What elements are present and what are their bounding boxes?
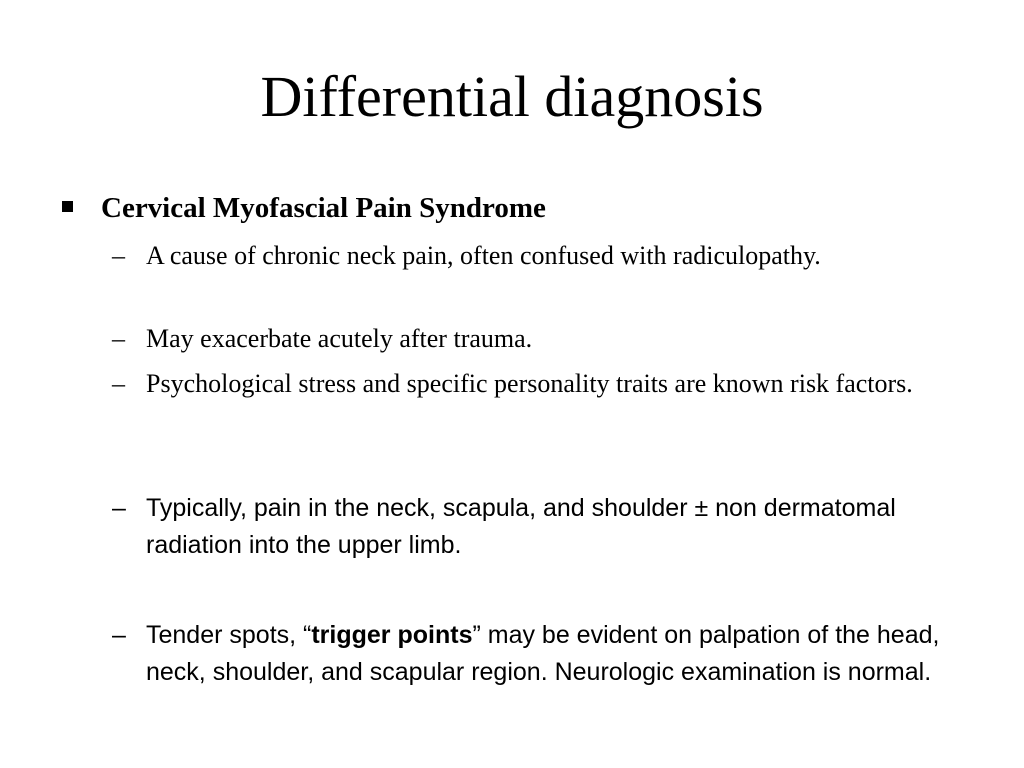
dash-bullet-icon: – bbox=[112, 621, 126, 649]
trigger-points-emphasis: trigger points bbox=[311, 621, 473, 649]
subpoint-text-after: ” may be evident on palpation of the head, neck, shoulder, and scapular region. Neurologic examination is normal. bbox=[146, 621, 940, 686]
subpoint-text: A cause of chronic neck pain, often confused with radiculopathy. bbox=[146, 241, 821, 270]
subpoint-text: Typically, pain in the neck, scapula, and shoulder ± non dermatomal radiation into the upper limb. bbox=[146, 494, 896, 559]
main-bullet-text: Cervical Myofascial Pain Syndrome bbox=[101, 192, 546, 224]
dash-bullet-icon: – bbox=[112, 369, 125, 398]
subpoint-3 bbox=[112, 365, 992, 402]
subpoint-4 bbox=[112, 490, 992, 564]
dash-bullet-icon: – bbox=[112, 494, 126, 522]
square-bullet-icon bbox=[62, 201, 73, 212]
subpoint-1 bbox=[112, 237, 992, 274]
dash-bullet-icon: – bbox=[112, 241, 125, 270]
subpoint-text bbox=[146, 617, 992, 691]
subpoint-text-before: Tender spots, “ bbox=[146, 621, 312, 649]
slide-title: Differential diagnosis bbox=[260, 64, 764, 129]
subpoint-text: Psychological stress and specific personality traits are known risk factors. bbox=[146, 369, 913, 398]
subpoint-2 bbox=[112, 320, 992, 357]
dash-bullet-icon: – bbox=[112, 324, 125, 353]
subpoint-text: May exacerbate acutely after trauma. bbox=[146, 324, 533, 353]
subpoint-5 bbox=[112, 617, 992, 691]
